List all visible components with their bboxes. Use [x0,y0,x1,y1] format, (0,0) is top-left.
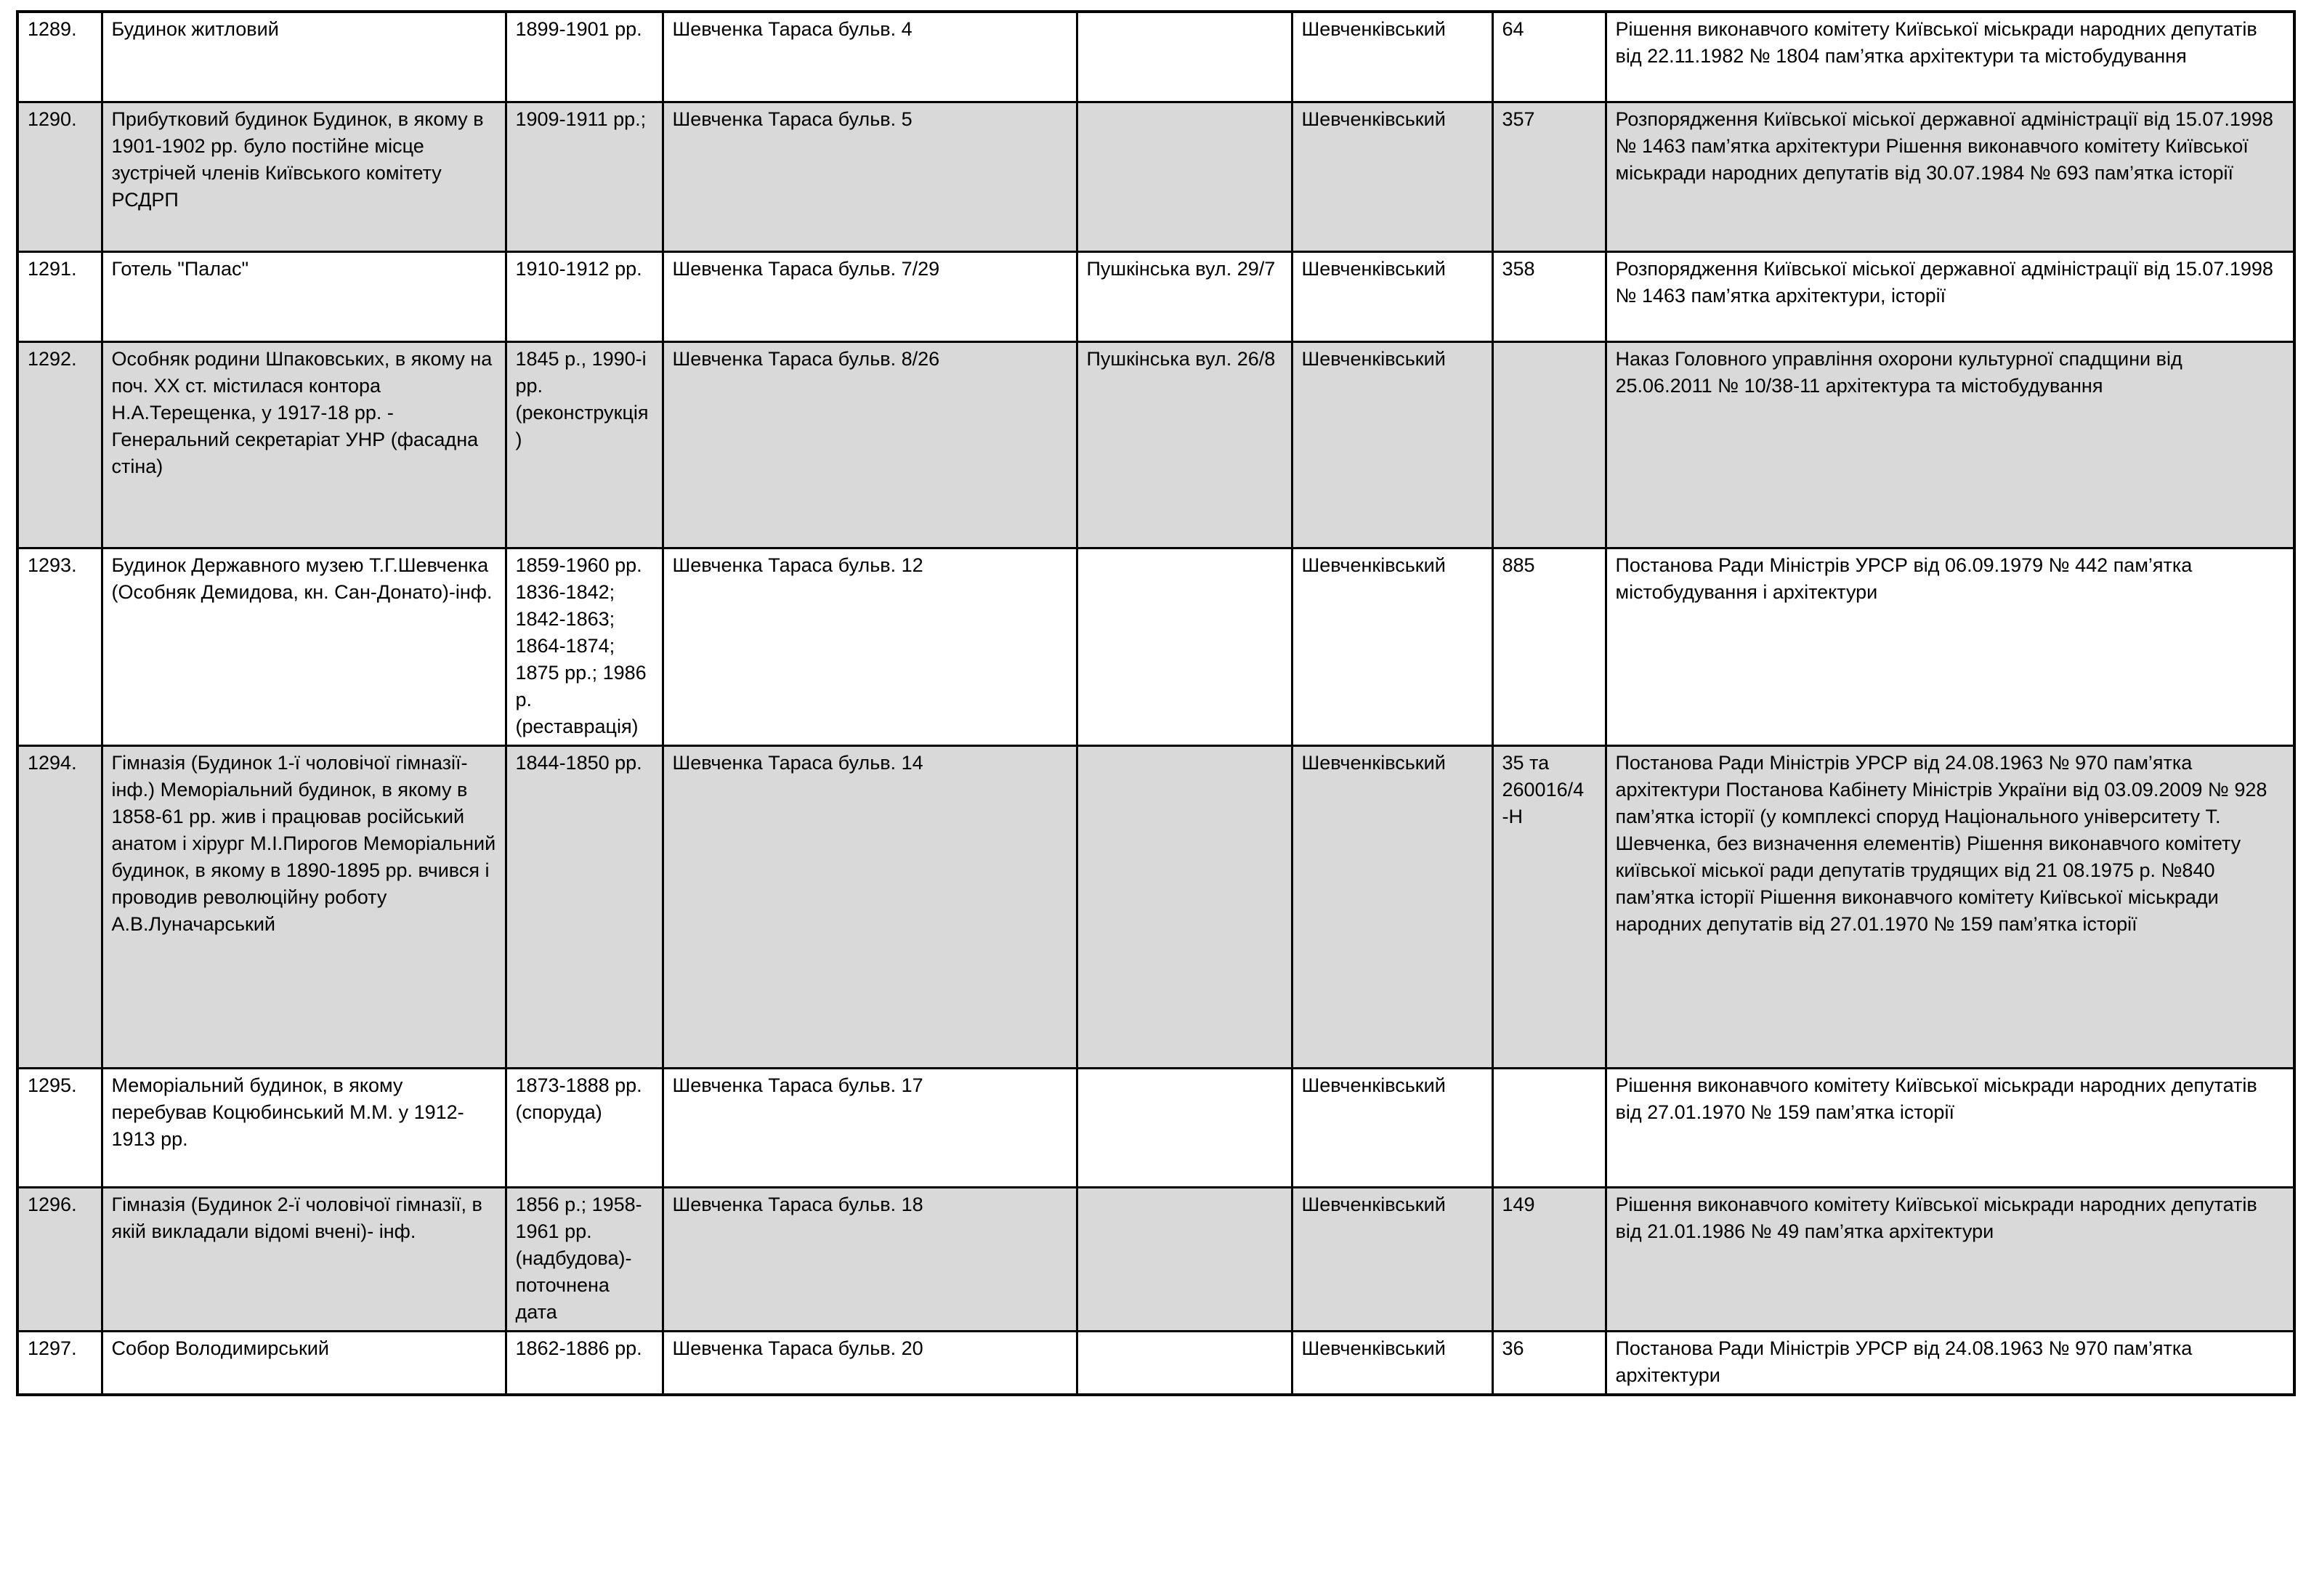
object-district: Шевченківський [1292,251,1492,341]
object-address: Шевченка Тараса бульв. 14 [663,745,1077,1068]
object-address: Шевченка Тараса бульв. 12 [663,548,1077,745]
object-code: 358 [1492,251,1606,341]
object-address: Шевченка Тараса бульв. 20 [663,1331,1077,1395]
object-date: 1859-1960 рр. 1836-1842; 1842-1863; 1864-1874; 1875 рр.; 1986 р. (реставрація) [506,548,663,745]
object-decision: Постанова Ради Міністрів УРСР від 06.09.1979 № 442 пам’ятка містобудування і архітектури [1606,548,2294,745]
object-district: Шевченківський [1292,1068,1492,1187]
object-district: Шевченківський [1292,102,1492,251]
object-code [1492,341,1606,548]
table-row [17,1187,2294,1331]
object-decision: Рішення виконавчого комітету Київської міськради народних депутатів від 21.01.1986 № 49 пам’ятка архітектури [1606,1187,2294,1331]
table-row [17,12,2294,102]
table-row [17,1331,2294,1395]
object-district: Шевченківський [1292,1331,1492,1395]
object-name: Особняк родини Шпаковських, в якому на поч. ХХ ст. містилася контора Н.А.Терещенка, у 1917-18 рр. - Генеральний секретаріат УНР (фасадна стіна) [102,341,506,548]
row-number: 1291. [17,251,102,341]
object-name: Собор Володимирський [102,1331,506,1395]
object-code: 357 [1492,102,1606,251]
table-row [17,251,2294,341]
object-district: Шевченківський [1292,12,1492,102]
object-address-alt [1077,745,1292,1068]
object-name: Будинок Державного музею Т.Г.Шевченка (Особняк Демидова, кн. Сан-Донато)-інф. [102,548,506,745]
object-district: Шевченківський [1292,1187,1492,1331]
object-address-alt [1077,548,1292,745]
object-district: Шевченківський [1292,745,1492,1068]
object-district: Шевченківський [1292,341,1492,548]
row-number: 1289. [17,12,102,102]
object-date: 1844-1850 рр. [506,745,663,1068]
row-number: 1296. [17,1187,102,1331]
object-name: Прибутковий будинок Будинок, в якому в 1901-1902 рр. було постійне місце зустрічей членів Київського комітету РСДРП [102,102,506,251]
object-decision: Постанова Ради Міністрів УРСР від 24.08.1963 № 970 пам’ятка архітектури [1606,1331,2294,1395]
object-date: 1862-1886 рр. [506,1331,663,1395]
table-row [17,548,2294,745]
table-row [17,341,2294,548]
object-address: Шевченка Тараса бульв. 5 [663,102,1077,251]
object-address: Шевченка Тараса бульв. 8/26 [663,341,1077,548]
object-name: Гімназія (Будинок 1-ї чоловічої гімназії-інф.) Меморіальний будинок, в якому в 1858-61 рр. жив і працював російський анатом і хірург М.І.Пирогов Меморіальний будинок, в якому в 1890-1895 рр. вчився і проводив революційну роботу А.В.Луначарський [102,745,506,1068]
object-date: 1910-1912 рр. [506,251,663,341]
object-decision: Постанова Ради Міністрів УРСР від 24.08.1963 № 970 пам’ятка архітектури Постанова Кабінету Міністрів України від 03.09.2009 № 928 пам’ятка історії (у комплексі споруд Національного університету Т. Шевченка, без визначення елементів) Рішення виконавчого комітету київської міської ради депутатів трудящих від 21 08.1975 р. №840 пам’ятка історії Рішення виконавчого комітету Київської міськради народних депутатів від 27.01.1970 № 159 пам’ятка історії [1606,745,2294,1068]
object-code: 36 [1492,1331,1606,1395]
object-code: 885 [1492,548,1606,745]
row-number: 1290. [17,102,102,251]
object-address-alt [1077,102,1292,251]
object-address-alt [1077,1187,1292,1331]
object-date: 1873-1888 рр. (споруда) [506,1068,663,1187]
row-number: 1294. [17,745,102,1068]
object-code: 149 [1492,1187,1606,1331]
object-date: 1909-1911 рр.; [506,102,663,251]
object-code: 64 [1492,12,1606,102]
row-number: 1292. [17,341,102,548]
object-decision: Рішення виконавчого комітету Київської міськради народних депутатів від 22.11.1982 № 1804 пам’ятка архітектури та містобудування [1606,12,2294,102]
object-name: Гімназія (Будинок 2-ї чоловічої гімназії, в якій викладали відомі вчені)- інф. [102,1187,506,1331]
object-address: Шевченка Тараса бульв. 4 [663,12,1077,102]
object-decision: Наказ Головного управління охорони культурної спадщини від 25.06.2011 № 10/38-11 архітектура та містобудування [1606,341,2294,548]
object-address-alt [1077,1331,1292,1395]
object-district: Шевченківський [1292,548,1492,745]
row-number: 1297. [17,1331,102,1395]
table-row [17,102,2294,251]
object-code [1492,1068,1606,1187]
object-address-alt [1077,12,1292,102]
object-code: 35 та 260016/4 -Н [1492,745,1606,1068]
object-address-alt [1077,1068,1292,1187]
row-number: 1293. [17,548,102,745]
table-row [17,1068,2294,1187]
object-address-alt: Пушкінська вул. 26/8 [1077,341,1292,548]
object-address: Шевченка Тараса бульв. 17 [663,1068,1077,1187]
heritage-registry-table [16,10,2296,1396]
object-date: 1845 р., 1990-і рр. (реконструкція) [506,341,663,548]
object-address: Шевченка Тараса бульв. 18 [663,1187,1077,1331]
object-date: 1899-1901 рр. [506,12,663,102]
object-name: Меморіальний будинок, в якому перебував Коцюбинський М.М. у 1912-1913 рр. [102,1068,506,1187]
object-decision: Рішення виконавчого комітету Київської міськради народних депутатів від 27.01.1970 № 159 пам’ятка історії [1606,1068,2294,1187]
object-address: Шевченка Тараса бульв. 7/29 [663,251,1077,341]
object-decision: Розпорядження Київської міської державної адміністрації від 15.07.1998 № 1463 пам’ятка архітектури, історії [1606,251,2294,341]
object-name: Будинок житловий [102,12,506,102]
object-decision: Розпорядження Київської міської державної адміністрації від 15.07.1998 № 1463 пам’ятка архітектури Рішення виконавчого комітету Київської міськради народних депутатів від 30.07.1984 № 693 пам’ятка історії [1606,102,2294,251]
object-date: 1856 р.; 1958-1961 рр. (надбудова)-поточнена дата [506,1187,663,1331]
object-address-alt: Пушкінська вул. 29/7 [1077,251,1292,341]
row-number: 1295. [17,1068,102,1187]
object-name: Готель "Палас" [102,251,506,341]
table-row [17,745,2294,1068]
